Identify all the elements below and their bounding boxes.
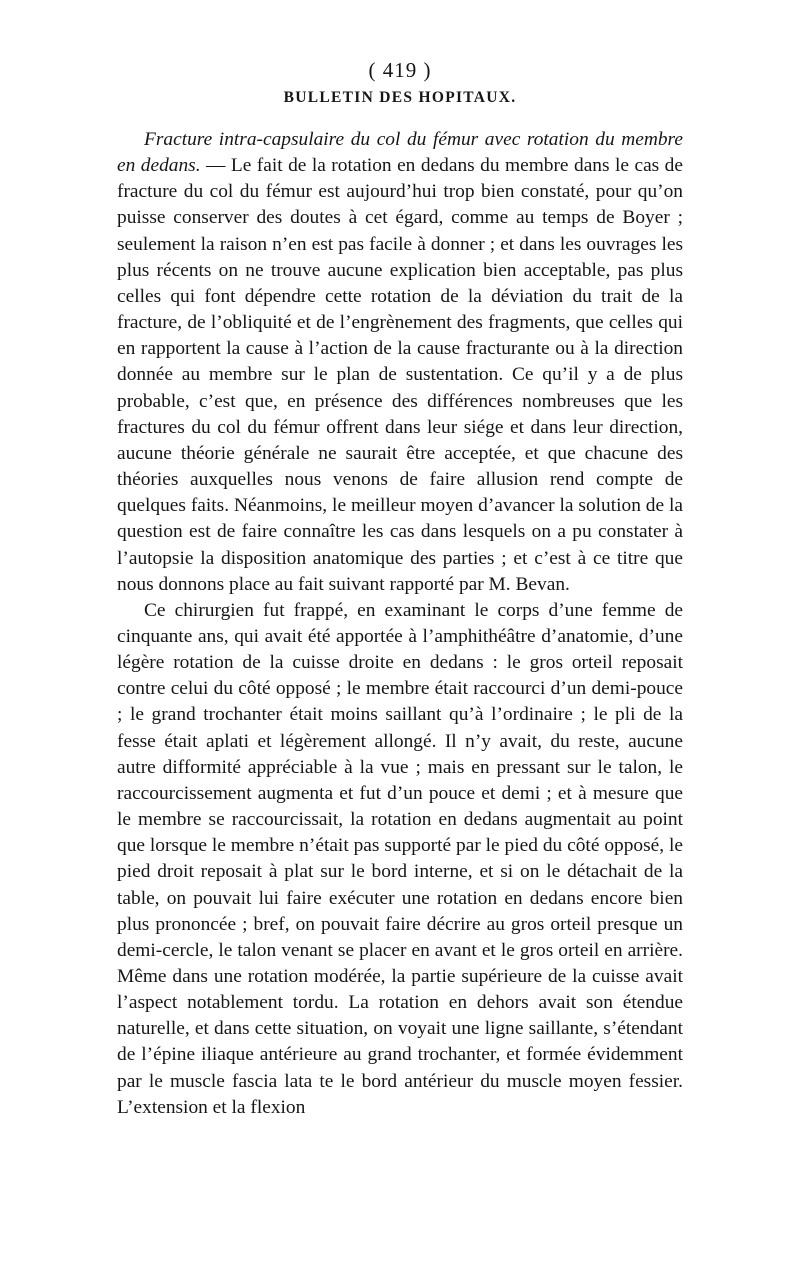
article-title: Fracture intra-capsulaire du col du fémur avec rotation du membre en dedans. bbox=[117, 129, 683, 177]
article-body bbox=[117, 127, 683, 1121]
book-page bbox=[117, 58, 683, 1121]
running-head: BULLETIN DES HOPITAUX. bbox=[283, 89, 517, 106]
page-number: ( 419 ) bbox=[368, 58, 432, 82]
paragraph-1-text: — Le fait de la rotation en dedans du membre dans le cas de fracture du col du fémur est aujourd’hui trop bien constaté, pour qu’on puisse conserver des doutes à cet égard, comme au temps de Boyer ; seulement la raison n’en est pas facile à donner ; et dans les ouvrages les plus récents on ne trouve aucune explication bien acceptable, pas plus celles qui font dépendre cette rotation de la déviation du trait de la fracture, de l’obliquité et de l’engrènement des fragments, que celles qui en rapportent la cause à l’action de la cause fracturante ou à la direction donnée au membre sur le plan de sustentation. Ce qu’il y a de plus probable, c’est que, en présence des différences nombreuses que les fractures du col du fémur offrent dans leur siége et dans leur direction, aucune théorie générale ne saurait être acceptée, et que chacune des théories auxquelles nous venons de faire allusion rend compte de quelques faits. Néanmoins, le meilleur moyen d’avancer la solution de la question est de faire connaître les cas dans lesquels on a pu constater à l’autopsie la disposition anatomique des parties ; et c’est à ce titre que nous donnons place au fait suivant rapporté par M. Bevan. bbox=[117, 155, 683, 595]
paragraph-2: Ce chirurgien fut frappé, en examinant le corps d’une femme de cinquante ans, qui avait été apportée à l’amphithéâtre d’anatomie, d’une légère rotation de la cuisse droite en dedans : le gros orteil reposait contre celui du côté opposé ; le membre était raccourci d’un demi-pouce ; le grand trochanter était moins saillant qu’à l’ordinaire ; le pli de la fesse était aplati et légèrement allongé. Il n’y avait, du reste, aucune autre difformité appréciable à la vue ; mais en pressant sur le talon, le raccourcissement augmenta et fut d’un pouce et demi ; et à mesure que le membre se raccourcissait, la rotation en dedans augmentait au point que lorsque le membre n’était pas supporté par le pied du côté opposé, le pied droit reposait à plat sur le bord interne, et si on le détachait de la table, on pouvait lui faire exécuter une rotation en dedans encore bien plus prononcée ; bref, on pouvait faire décrire au gros orteil presque un demi-cercle, le talon venant se placer en avant et le gros orteil en arrière. Même dans une rotation modérée, la partie supérieure de la cuisse avait l’aspect notablement tordu. La rotation en dehors avait son étendue naturelle, et dans cette situation, on voyait une ligne saillante, s’étendant de l’épine iliaque antérieure au grand trochanter, et formée évidemment par le muscle fascia lata te le bord antérieur du muscle moyen fessier. L’extension et la flexion bbox=[117, 599, 683, 1118]
paragraph-1 bbox=[117, 127, 683, 598]
